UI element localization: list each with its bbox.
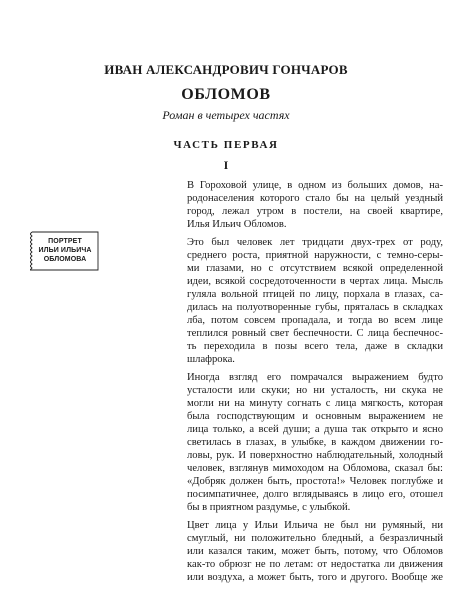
text-line: человек, взглянув мимоходом на Обломова, сказал бы: — [187, 463, 443, 474]
text-line: дилась на полуотворенные губы, пряталась в складках — [187, 302, 443, 313]
text-line: гуляла вольной птицей по лицу, порхала в глазах, са- — [187, 289, 443, 300]
text-line: усталости или скуки; но ни усталость, ни скука не — [187, 385, 443, 396]
text-line: или казался таким, может быть, потому, что Обломов — [187, 546, 443, 557]
text-line: светилась в глазах, в улыбке, в каждом движении го- — [187, 437, 443, 448]
paragraph — [175, 519, 443, 584]
paragraph — [175, 179, 443, 231]
chapter-number: I — [223, 158, 229, 172]
text-line: идеи, всякой сосредоточенности в чертах лица. Мысль — [187, 276, 443, 287]
text-line: теплился ровный свет беспечности. С лица беспечнос- — [187, 328, 443, 339]
margin-note — [30, 230, 100, 272]
margin-note-label — [30, 237, 100, 264]
text-line: лица только, а всей души; а душа так открыто и ясно — [187, 424, 443, 435]
paragraph — [175, 371, 443, 514]
text-line: среднего роста, приятной наружности, с темно-серы- — [187, 250, 443, 261]
paragraph — [175, 236, 443, 366]
text-line: бы в приятном раздумье, с улыбкой. — [187, 502, 351, 513]
text-line: или воздуха, а может быть, того и другого. Вообще же — [187, 572, 443, 583]
text-line: Это был человек лет тридцати двух-трех от роду, — [187, 237, 443, 248]
book-subtitle: Роман в четырех частях — [162, 108, 290, 122]
author-name-text: ИВАН АЛЕКСАНДРОВИЧ ГОНЧАРОВ — [104, 62, 348, 77]
text-line: Цвет лица у Ильи Ильича не был ни румяный, ни — [187, 520, 443, 531]
text-line: смуглый, ни положительно бледный, а безразличный — [187, 533, 443, 544]
book-title: ОБЛОМОВ — [181, 86, 271, 103]
margin-note-line: ИЛЬИ ИЛЬИЧА — [38, 247, 92, 254]
text-line: как-то обрюзг не по летам: от недостатка ли движения — [187, 559, 443, 570]
text-line: родонаселения которого стало бы на целый уездный — [187, 193, 443, 204]
part-heading: ЧАСТЬ ПЕРВАЯ — [173, 139, 279, 151]
text-line: город, лежал утром в постели, на своей квартире, — [187, 206, 443, 217]
text-line: была господствующим и основным выражением не — [187, 411, 443, 422]
text-line: посимпатичнее, долго вглядываясь в лицо его, отошел — [187, 489, 443, 500]
text-line: ми глазами, но с отсутствием всякой определенной — [187, 263, 443, 274]
text-line: ловы, рук. И поверхностно наблюдательный, холодный — [187, 450, 443, 461]
margin-note-line: ОБЛОМОВА — [43, 256, 87, 263]
text-line: Илья Ильич Обломов. — [187, 219, 287, 230]
body-text — [175, 179, 443, 589]
text-line: «Добряк должен быть, простота!» Человек поглубже и — [187, 476, 443, 487]
margin-note-line: ПОРТРЕТ — [48, 238, 82, 245]
text-line: могли ни на минуту согнать с лица мягкость, которая — [187, 398, 443, 409]
text-line: ть переходила в позы всего тела, даже в складки — [187, 341, 443, 352]
text-line: В Гороховой улице, в одном из больших домов, на- — [187, 180, 443, 191]
text-line: шлафрока. — [187, 354, 235, 365]
author-name — [0, 62, 452, 78]
text-line: Иногда взгляд его помрачался выражением будто — [187, 372, 443, 383]
text-line: лба, потом совсем пропадала, и тогда во всем лице — [187, 315, 443, 326]
